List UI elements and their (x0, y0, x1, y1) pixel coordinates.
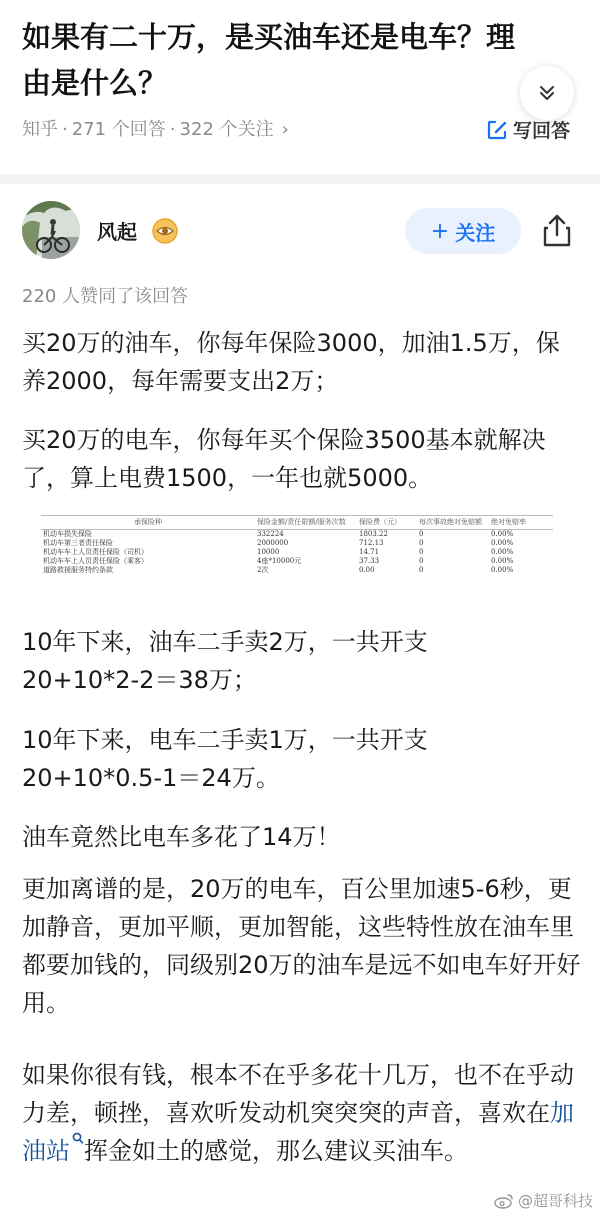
weibo-icon (494, 1193, 514, 1209)
answer-count[interactable]: 271 个回答 (71, 119, 166, 140)
table-cell: 10000 (257, 548, 280, 556)
meta-separator: · (169, 119, 176, 140)
table-cell: 0.00% (491, 530, 514, 538)
table-cell: 0 (419, 548, 424, 556)
watermark-text: @超哥科技 (518, 1192, 594, 1210)
answer-paragraph (22, 623, 582, 699)
table-cell: 0.00% (491, 548, 514, 556)
table-cell: 机动车车上人员责任保险（乘客） (43, 557, 148, 565)
table-cell: 机动车第三者责任保险 (43, 539, 113, 547)
table-cell: 0 (419, 557, 424, 565)
avatar[interactable] (22, 201, 80, 259)
table-cell: 332224 (257, 530, 284, 538)
question-title[interactable]: 如果有二十万，是买油车还是电车？理由是什么？ (22, 20, 516, 100)
answer-paragraph: 油车竟然比电车多花了14万！ (22, 823, 341, 851)
answer-line: 20+10*2-2＝38万； (22, 666, 257, 694)
table-cell: 0 (419, 530, 424, 538)
write-answer-label: 写回答 (513, 120, 571, 142)
table-cell: 机动车车上人员责任保险（司机） (43, 548, 148, 556)
edit-icon (486, 119, 508, 141)
table-row (41, 557, 553, 566)
section-divider (0, 174, 600, 184)
table-header: 保险费（元） (357, 516, 417, 530)
answer-line: 10年下来，电车二手卖1万，一共开支 (22, 726, 428, 754)
table-cell: 0.00 (359, 566, 375, 574)
insurance-table-image (41, 515, 553, 607)
table-header: 每次事故绝对免赔额 (417, 516, 489, 530)
table-cell: 0.00% (491, 566, 514, 574)
author-name[interactable]: 风起 (97, 220, 137, 244)
answer-paragraph (22, 1056, 582, 1170)
table-cell: 0.00% (491, 539, 514, 547)
plus-icon: + (430, 218, 450, 244)
answer-paragraph: 买20万的油车，你每年保险3000，加油1.5万，保养2000，每年需要支出2万； (22, 329, 560, 395)
table-row (41, 566, 553, 575)
answer-line: 10年下来，油车二手卖2万，一共开支 (22, 628, 428, 656)
collapse-button[interactable] (520, 66, 574, 120)
table-cell: 37.33 (359, 557, 380, 565)
avatar-image (22, 201, 80, 259)
upvote-count: 220 人赞同了该回答 (22, 286, 189, 307)
meta-separator: · (62, 119, 68, 140)
answer-paragraph: 买20万的电车，你每年买个保险3500基本就解决了，算上电费1500，一年也就5000。 (22, 426, 546, 492)
table-cell: 14.71 (359, 548, 380, 556)
table-cell: 道路救援服务特约条款 (43, 566, 113, 574)
table-cell: 机动车损失保险 (43, 530, 92, 538)
follow-button[interactable] (405, 208, 521, 254)
answer-text: 挥金如土的感觉，那么建议买油车。 (84, 1137, 468, 1165)
chevron-down-icon (536, 82, 558, 104)
search-icon[interactable] (72, 1132, 84, 1146)
answer-paragraph (22, 721, 582, 797)
table-row (41, 548, 553, 557)
answer-line: 20+10*0.5-1＝24万。 (22, 764, 280, 792)
follow-label: 关注 (455, 220, 496, 245)
table-cell: 2次 (257, 566, 269, 574)
table-cell: 0.00% (491, 557, 514, 565)
gas-station-link[interactable]: 加油站 (22, 1099, 574, 1165)
question-meta (22, 116, 289, 144)
table-cell: 0 (419, 566, 424, 574)
table-header: 承保险种 (41, 516, 255, 530)
eye-badge-icon[interactable] (152, 218, 178, 244)
share-icon[interactable] (540, 213, 574, 249)
table-cell: 0 (419, 539, 424, 547)
watermark (494, 1190, 593, 1211)
table-cell: 1803.22 (359, 530, 388, 538)
answer-paragraph: 更加离谱的是，20万的电车，百公里加速5-6秒，更加静音，更加平顺，更加智能，这些特性放在油车里都要加钱的，同级别20万的油车是远不如电车好开好用。 (22, 875, 581, 1017)
chevron-right-icon[interactable]: › (281, 119, 289, 140)
source-label[interactable]: 知乎 (22, 119, 58, 140)
table-cell: 2000000 (257, 539, 289, 547)
table-cell: 712.13 (359, 539, 384, 547)
answer-text: 如果你很有钱，根本不在乎多花十几万，也不在乎动力差，顿挫，喜欢听发动机突突突的声音，喜欢在 (22, 1061, 574, 1127)
table-row (41, 539, 553, 548)
follower-count[interactable]: 322 个关注 (179, 119, 274, 140)
write-answer-button[interactable] (486, 116, 570, 143)
table-header-row (41, 516, 553, 530)
table-row (41, 530, 553, 540)
table-header: 保险金额/责任限额/服务次数 (255, 516, 357, 530)
table-cell: 4座*10000元 (257, 557, 302, 565)
table-header: 绝对免赔率 (489, 516, 553, 530)
